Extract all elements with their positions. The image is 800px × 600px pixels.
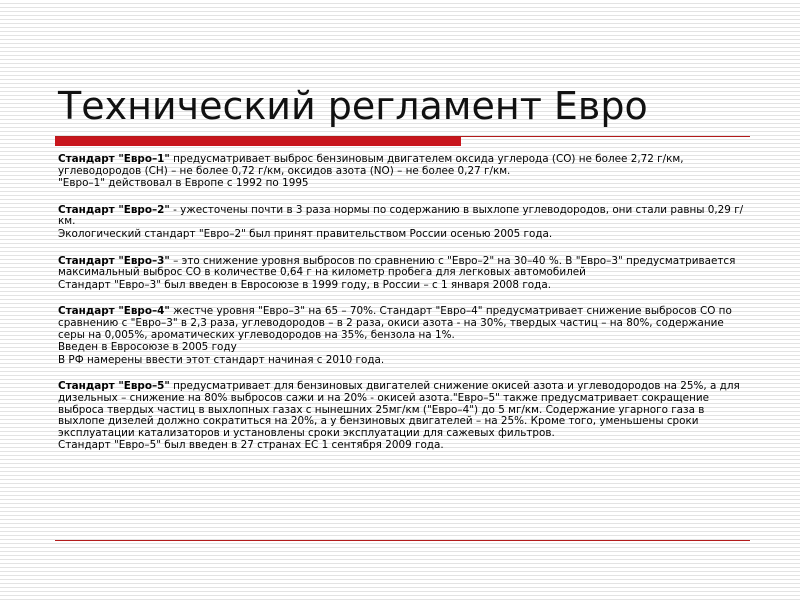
section-paragraph <box>58 154 748 177</box>
section-note: Введен в Евросоюзе в 2005 году <box>58 341 237 354</box>
section-heading: Стандарт "Евро–1" <box>58 153 170 165</box>
title-underline-accent <box>55 137 461 146</box>
section-paragraph <box>58 306 748 341</box>
section-text: – это снижение уровня выбросов по сравнению с "Евро–2" на 30–40 %. В "Евро–3" предусматривается максимальный выброс СО в количестве 0,64 г на километр пробега для легковых автомобилей <box>58 254 736 279</box>
section-heading: Стандарт "Евро–3" <box>58 254 170 267</box>
slide-body <box>58 154 748 467</box>
section-euro-3 <box>58 256 748 292</box>
section-heading: Стандарт "Евро–2" <box>58 203 170 216</box>
section-paragraph <box>58 256 748 279</box>
section-note: Экологический стандарт "Евро–2" был принят правительством России осенью 2005 года. <box>58 227 553 240</box>
section-note: Стандарт "Евро–3" был введен в Евросоюзе в 1999 году, в России – с 1 января 2008 года. <box>58 278 551 291</box>
section-text: - ужесточены почти в 3 раза нормы по содержанию в выхлопе углеводородов, они стали равны 0,29 г/км. <box>58 203 744 228</box>
section-euro-4 <box>58 306 748 366</box>
section-text: жестче уровня "Евро–3" на 65 – 70%. Стандарт "Евро–4" предусматривает снижение выбросов СО по сравнению с "Евро–3" в 2,3 раза, углеводородов – в 2 раза, окиси азота - на 30%, твердых частиц – на 80%, содержание серы на 0,005%, ароматических углеводородов на 35%, бензола на 1%. <box>58 305 732 341</box>
section-euro-1 <box>58 154 748 190</box>
footer-rule <box>55 540 750 541</box>
section-note: "Евро–1" действовал в Европе с 1992 по 1995 <box>58 177 309 190</box>
section-paragraph <box>58 381 748 439</box>
section-note: В РФ намерены ввести этот стандарт начиная с 2010 года. <box>58 353 385 366</box>
section-text: предусматривает для бензиновых двигателей снижение окисей азота и углеводородов на 25%, а для дизельных – снижение на 80% выбросов сажи и на 20% - окисей азота."Евро–5" также предусматривает сокращение выброса твердых частиц в выхлопных газах с нынешних 25мг/км ("Евро–4") до 5 мг/км. Содержание угарного газа в выхлопе дизелей должно сократиться на 20%, а у бензиновых двигателей – на 25%. Кроме того, уменьшены сроки эксплуатации катализаторов и установлены сроки эксплуатации для сажевых фильтров. <box>58 380 740 439</box>
section-heading: Стандарт "Евро–5" <box>58 380 170 393</box>
section-text: предусматривает выброс бензиновым двигателем оксида углерода (СО) не более 2,72 г/км, углеводородов (СН) – не более 0,72 г/км, оксидов азота (NO) – не более 0,27 г/км. <box>58 153 684 177</box>
section-heading: Стандарт "Евро–4" <box>58 305 170 318</box>
section-note: Стандарт "Евро–5" был введен в 27 странах ЕС 1 сентября 2009 года. <box>58 439 444 452</box>
section-euro-2 <box>58 205 748 241</box>
slide-title: Технический регламент Евро <box>58 84 648 128</box>
section-paragraph <box>58 205 748 228</box>
section-euro-5 <box>58 381 748 452</box>
